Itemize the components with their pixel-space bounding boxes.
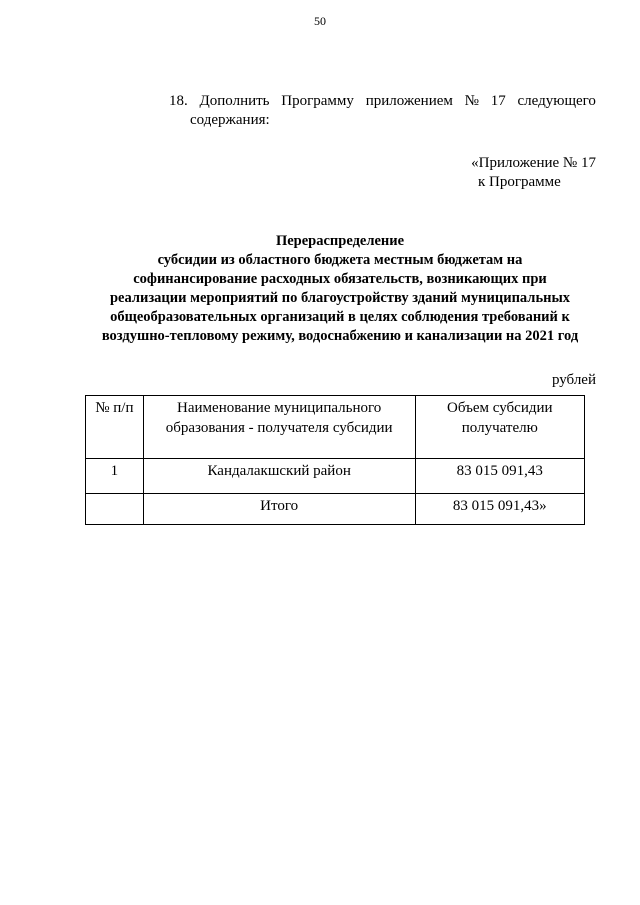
title-line: общеобразовательных организаций в целях соблюдения требований к	[110, 309, 570, 325]
item-word: Дополнить	[199, 93, 270, 109]
item-word: приложением	[365, 93, 453, 109]
item-word: 17	[490, 93, 506, 109]
table-row	[86, 459, 585, 494]
appendix-heading	[430, 154, 596, 192]
table-header-row	[86, 396, 585, 459]
header-amount: Объем субсидии получателю	[415, 396, 584, 459]
total-label-cell: Итого	[143, 494, 415, 525]
title-line: Перераспределение	[275, 233, 405, 249]
currency-unit-label: рублей	[551, 372, 596, 388]
title-line: воздушно-тепловому режиму, водоснабжению и канализации на 2021 год	[101, 328, 579, 344]
item-word: №	[464, 93, 479, 109]
appendix-line-2: к Программе	[478, 174, 561, 190]
page-number: 50	[314, 14, 326, 28]
item-word: следующего	[517, 93, 596, 109]
subsidy-table	[85, 395, 585, 525]
title-line: субсидии из областного бюджета местным бюджетам на	[157, 252, 523, 268]
total-empty-cell	[86, 494, 144, 525]
title-line: реализации мероприятий по благоустройству зданий муниципальных	[109, 290, 571, 306]
title-line: софинансирование расходных обязательств, возникающих при	[133, 271, 547, 287]
table-total-row	[86, 494, 585, 525]
row-municipality-cell: Кандалакшский район	[143, 459, 415, 494]
header-number: № п/п	[86, 396, 144, 459]
item-number: 18.	[169, 93, 188, 109]
amendment-item	[169, 92, 596, 130]
row-amount-cell: 83 015 091,43	[415, 459, 584, 494]
total-amount-cell: 83 015 091,43»	[415, 494, 584, 525]
header-municipality: Наименование муниципального образования - получателя субсидии	[143, 396, 415, 459]
amendment-item-line	[169, 92, 596, 111]
row-number-cell: 1	[86, 459, 144, 494]
document-title	[84, 232, 596, 346]
item-continuation: содержания:	[190, 112, 270, 128]
appendix-line-1: «Приложение № 17	[471, 155, 596, 171]
item-word: Программу	[281, 93, 354, 109]
